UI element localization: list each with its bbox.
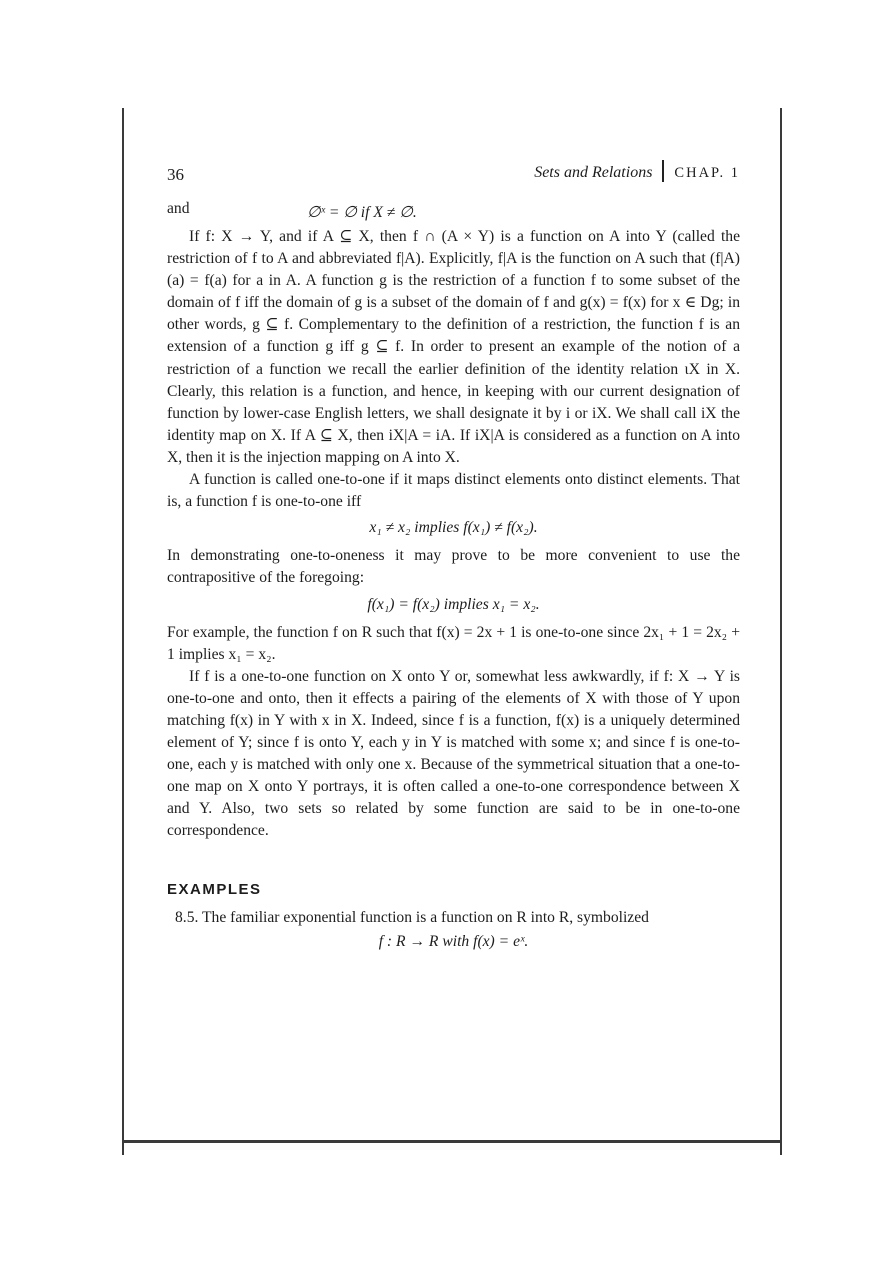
equation-contrapositive: f(x₁) = f(x₂) implies x₁ = x₂. bbox=[367, 595, 540, 613]
example-8-5: 8.5. The familiar exponential function is a function on R into R, symbolized bbox=[175, 908, 649, 926]
display-empty-set bbox=[167, 190, 740, 220]
examples-heading: EXAMPLES bbox=[167, 880, 262, 898]
equation-empty-set: ∅ˣ = ∅ if X ≠ ∅. bbox=[307, 204, 417, 221]
bottom-right-tick bbox=[780, 1143, 782, 1155]
running-head bbox=[534, 160, 740, 184]
chapter-label: CHAP. 1 bbox=[674, 165, 740, 181]
page-header bbox=[167, 158, 740, 190]
paragraph-example: For example, the function f on R such that f(x) = 2x + 1 is one-to-one since 2x₁ + 1 = 2x₂ + 1 implies x₁ = x₂. bbox=[167, 623, 740, 663]
example-8-5-equation: f : R → R with f(x) = eˣ. bbox=[378, 932, 529, 950]
header-divider bbox=[662, 160, 664, 182]
paragraph-one-to-one: A function is called one-to-one if it maps distinct elements onto distinct elements. That is, a function f is one-to-one iff bbox=[167, 471, 740, 511]
page-number: 36 bbox=[167, 165, 184, 184]
paragraph-correspondence: If f is a one-to-one function on X onto Y or, somewhat less awkwardly, if f: X → Y is one-to-one and onto, then it effects a pairing of the elements of X with those of Y upon matching f(x) in Y with x in X. Indeed, since f is a function, f(x) is a uniquely determined element of Y; since f is onto Y, each y in Y is matched with some x; and since f is one-to-one, each y is matched with only one x. Because of the symmetrical situation that a one-to-one map on X onto Y portrays, it is often called a one-to-one correspondence between X and Y. Also, two sets so related by some function are said to be in one-to-one correspondence. bbox=[167, 667, 740, 840]
left-margin-line bbox=[122, 108, 124, 1143]
right-margin-line bbox=[780, 108, 782, 1143]
paragraph-restriction: If f: X → Y, and if A ⊆ X, then f ∩ (A × Y) is a function on A into Y (called the restriction of f to A and abbreviated f|A). Explicitly, f|A is the function on A such that (f|A)(a) = f(a) for a in A. A function g is the restriction of a function f to some subset of the domain of f iff the domain of g is a subset of the domain of f and g(x) = f(x) for x ∈ Dg; in other words, g ⊆ f. Complementary to the definition of a restriction, the function f is an extension of a function g iff g ⊆ f. In order to present an example of the notion of a restriction of a function we recall the earlier definition of the identity relation ιX in X. Clearly, this relation is a function, and hence, in keeping with our current designation of function by lower-case English letters, we shall designate it by i or iX. We shall call iX the identity map on X. If A ⊆ X, then iX|A = iA. If iX|A is considered as a function on A into X, then it is the injection mapping on A into X. bbox=[167, 228, 740, 466]
equation-one-to-one: x₁ ≠ x₂ implies f(x₁) ≠ f(x₂). bbox=[369, 519, 538, 537]
bottom-rule bbox=[122, 1140, 782, 1143]
paragraph-contrapositive: In demonstrating one-to-oneness it may prove to be more convenient to use the contrapositive of the foregoing: bbox=[167, 547, 740, 587]
bottom-left-tick bbox=[122, 1143, 124, 1155]
page-content bbox=[167, 158, 740, 959]
lead-word: and bbox=[167, 200, 190, 217]
running-title: Sets and Relations bbox=[534, 164, 653, 181]
